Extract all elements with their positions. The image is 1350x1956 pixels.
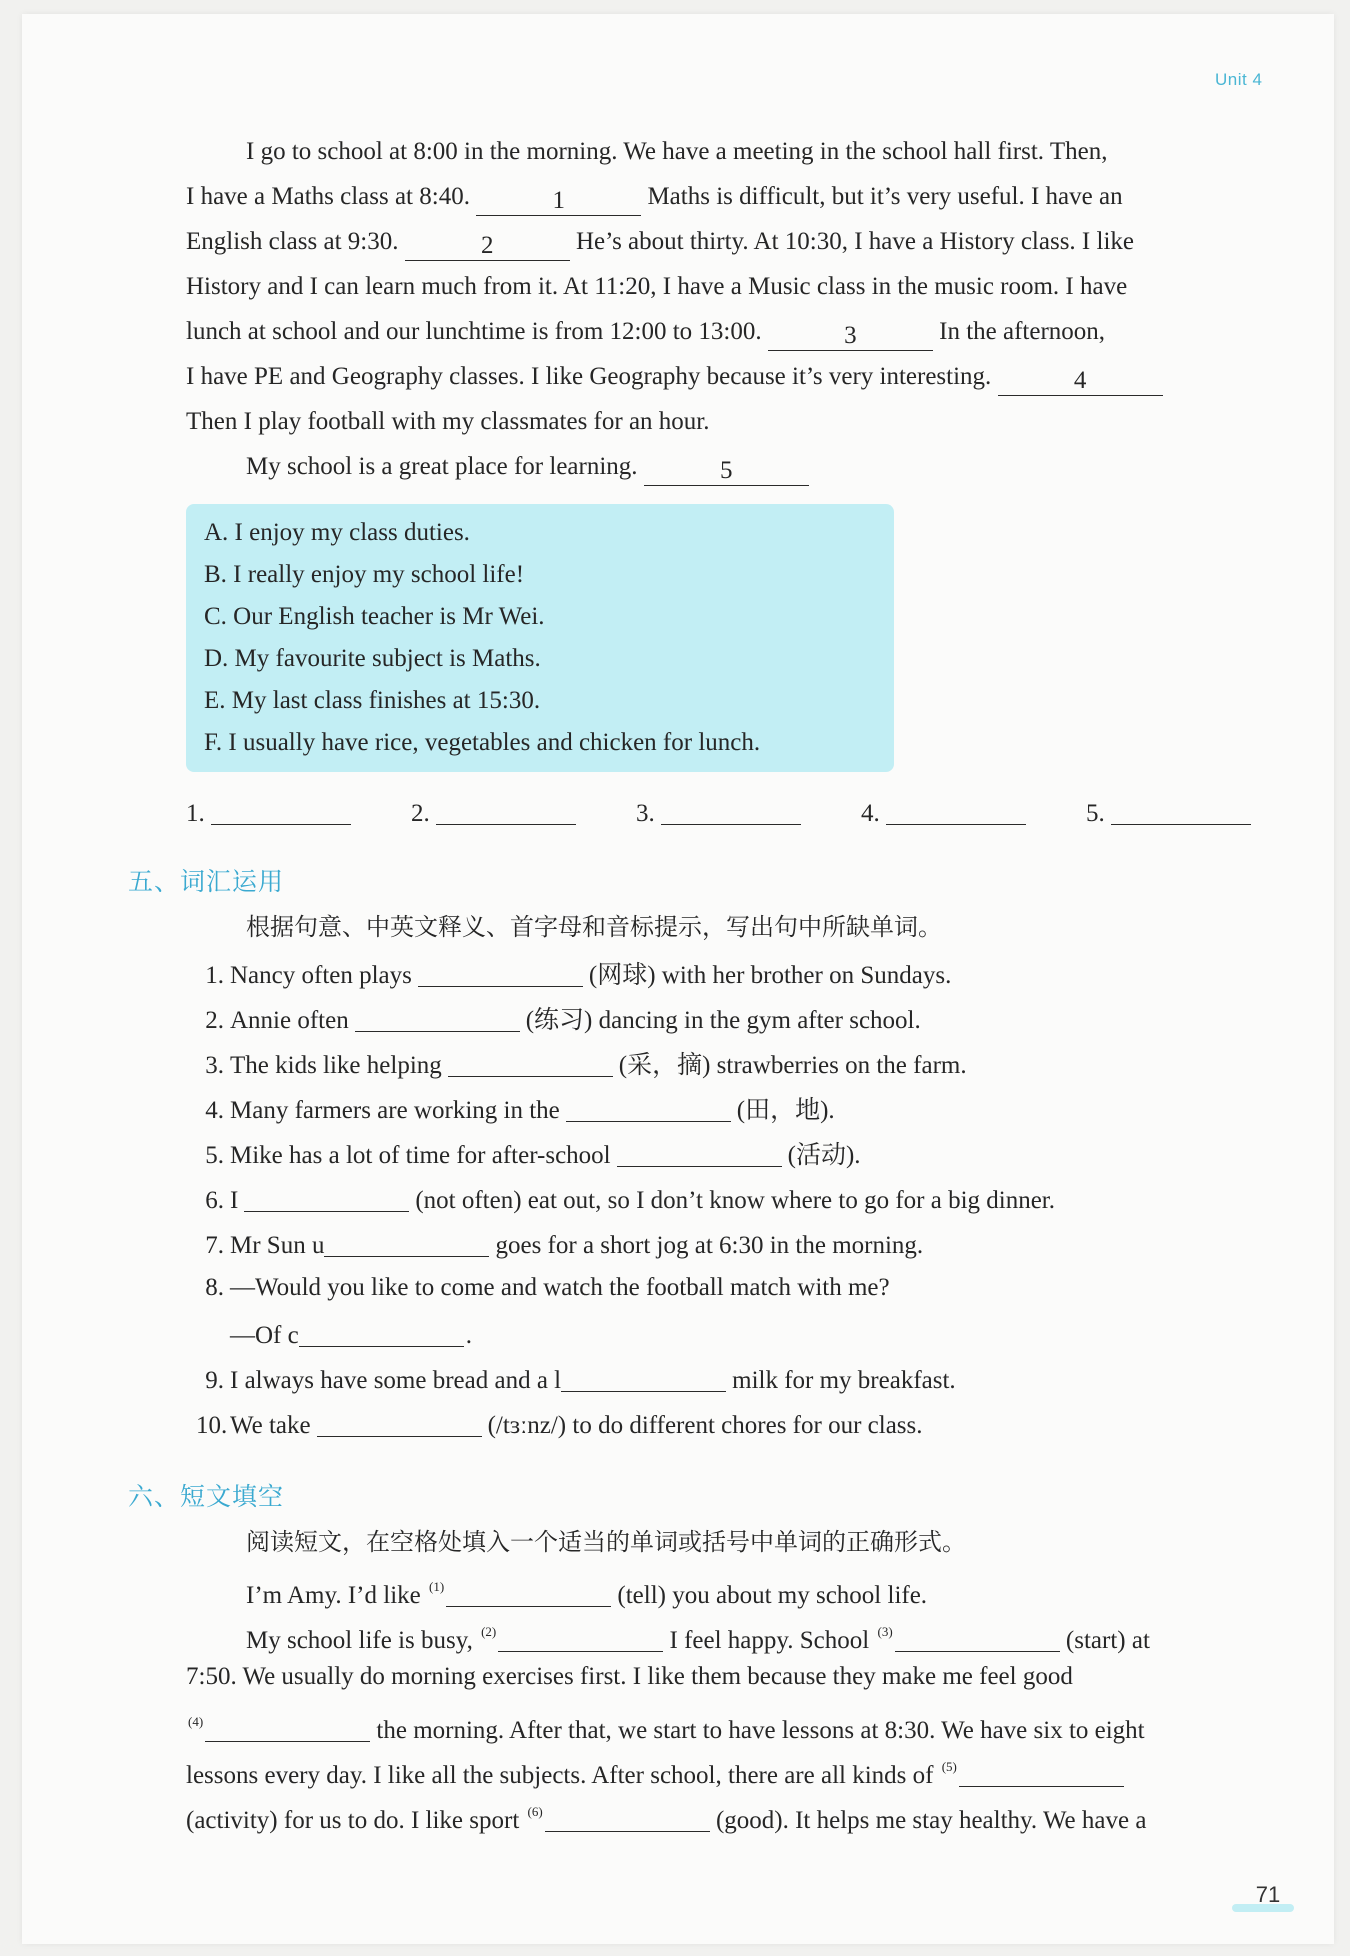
answer-blank[interactable]: [886, 796, 1026, 825]
answer-number: 5.: [1086, 800, 1105, 827]
cloze-blank-2[interactable]: [498, 1623, 663, 1652]
section-5-title: 五、词汇运用: [128, 867, 285, 896]
blank-2[interactable]: 2: [405, 232, 570, 261]
item-hint: (练习) dancing in the gym after school.: [525, 1007, 921, 1034]
item-hint: (田，地).: [736, 1097, 835, 1124]
item-number: 1.: [205, 962, 224, 989]
cloze-line-4: [186, 1707, 1145, 1746]
vocab-item: [196, 1093, 835, 1126]
answer-item: [1086, 796, 1251, 829]
blank-number: (5): [941, 1759, 957, 1774]
cloze-line-2: [246, 1617, 1150, 1656]
vocab-item: [230, 1318, 472, 1351]
blank-3[interactable]: 3: [768, 322, 933, 351]
unit-label: Unit 4: [1215, 70, 1263, 89]
item-text: Many farmers are working in the: [230, 1097, 560, 1124]
vocab-blank[interactable]: [355, 1003, 520, 1032]
vocab-blank[interactable]: [418, 958, 583, 987]
item-hint: (/tɜːnz/) to do different chores for our class.: [487, 1412, 923, 1439]
blank-number: (3): [877, 1624, 893, 1639]
answer-number: 2.: [411, 800, 430, 827]
passage-line-6: [186, 362, 1163, 396]
item-number: 3.: [205, 1052, 224, 1079]
vocab-item: [196, 1003, 921, 1036]
answer-number: 3.: [636, 800, 655, 827]
section-5-instruction: 根据句意、中英文释义、首字母和音标提示，写出句中所缺单词。: [246, 913, 942, 941]
item-text: The kids like helping: [230, 1052, 442, 1079]
blank-number: (1): [428, 1579, 445, 1594]
passage-text: He’s about thirty. At 10:30, I have a History class. I like: [575, 228, 1134, 255]
item-text: Mr Sun u: [230, 1232, 325, 1259]
vocab-blank[interactable]: [566, 1093, 731, 1122]
cloze-text: (activity) for us to do. I like sport: [186, 1807, 520, 1834]
cloze-line-3: 7:50. We usually do morning exercises first. I like them because they make me feel good: [186, 1663, 1073, 1690]
passage-text: Maths is difficult, but it’s very useful. I have an: [647, 183, 1123, 210]
item-number: 4.: [205, 1097, 224, 1124]
cloze-line-1: [246, 1572, 927, 1611]
item-text: I always have some bread and a l: [230, 1367, 562, 1394]
cloze-text: I’m Amy. I’d like: [246, 1582, 421, 1609]
blank-4[interactable]: 4: [998, 367, 1163, 396]
option-a: A. I enjoy my class duties.: [204, 519, 470, 546]
vocab-blank[interactable]: [561, 1363, 726, 1392]
option-c: C. Our English teacher is Mr Wei.: [204, 603, 545, 630]
vocab-blank[interactable]: [317, 1408, 482, 1437]
vocab-item: [196, 1363, 956, 1396]
cloze-blank-4[interactable]: [205, 1713, 370, 1742]
answer-number: 4.: [861, 800, 880, 827]
cloze-text: lessons every day. I like all the subjects. After school, there are all kinds of: [186, 1762, 934, 1789]
blank-5[interactable]: 5: [644, 457, 809, 486]
passage-text: My school is a great place for learning.: [246, 453, 638, 480]
answer-blank[interactable]: [436, 796, 576, 825]
item-text: I: [230, 1187, 239, 1214]
section-6-title: 六、短文填空: [128, 1482, 285, 1511]
item-number: 2.: [205, 1007, 224, 1034]
item-hint: .: [465, 1322, 472, 1349]
item-number: 5.: [205, 1142, 224, 1169]
item-hint: (网球) with her brother on Sundays.: [588, 962, 952, 989]
vocab-item: [196, 1408, 923, 1441]
option-d: D. My favourite subject is Maths.: [204, 645, 541, 672]
cloze-blank-3[interactable]: [895, 1623, 1060, 1652]
vocab-item: [196, 1273, 890, 1303]
passage-line-1: I go to school at 8:00 in the morning. We have a meeting in the school hall first. Then,: [246, 138, 1108, 165]
cloze-text: (good). It helps me stay healthy. We have a: [715, 1807, 1147, 1834]
cloze-text: (start) at: [1065, 1627, 1150, 1654]
cloze-line-5: [186, 1752, 1124, 1791]
vocab-item: [196, 1138, 861, 1171]
vocab-item: [196, 1048, 967, 1081]
answer-item: [186, 796, 351, 829]
option-f: F. I usually have rice, vegetables and chicken for lunch.: [204, 729, 761, 756]
vocab-item: [196, 958, 951, 991]
item-text: Nancy often plays: [230, 962, 412, 989]
vocab-item: [196, 1183, 1055, 1216]
item-hint: milk for my breakfast.: [732, 1367, 956, 1394]
answer-item: [861, 796, 1026, 829]
item-number: 7.: [205, 1232, 224, 1259]
passage-line-8: [246, 452, 809, 486]
item-hint: (采，摘) strawberries on the farm.: [618, 1052, 967, 1079]
passage-text: English class at 9:30.: [186, 228, 399, 255]
vocab-blank[interactable]: [448, 1048, 613, 1077]
answer-blank[interactable]: [211, 796, 351, 825]
cloze-blank-6[interactable]: [545, 1803, 710, 1832]
passage-line-3: [186, 227, 1134, 261]
vocab-item: [196, 1228, 923, 1261]
passage-line-7: Then I play football with my classmates for an hour.: [186, 408, 710, 435]
vocab-blank[interactable]: [617, 1138, 782, 1167]
answer-item: [636, 796, 801, 829]
passage-text: In the afternoon,: [939, 318, 1106, 345]
section-6-instruction: 阅读短文，在空格处填入一个适当的单词或括号中单词的正确形式。: [246, 1528, 966, 1556]
cloze-text: My school life is busy,: [246, 1627, 473, 1654]
passage-text: I have a Maths class at 8:40.: [186, 183, 470, 210]
page-number: 71: [1255, 1882, 1281, 1907]
option-e: E. My last class finishes at 15:30.: [204, 687, 541, 714]
item-text: Mike has a lot of time for after-school: [230, 1142, 611, 1169]
passage-text: I have PE and Geography classes. I like Geography because it’s very interesting.: [186, 363, 992, 390]
cloze-text: the morning. After that, we start to have lessons at 8:30. We have six to eight: [376, 1717, 1145, 1744]
option-b: B. I really enjoy my school life!: [204, 561, 525, 588]
answer-number: 1.: [186, 800, 205, 827]
item-hint: goes for a short jog at 6:30 in the morning.: [495, 1232, 924, 1259]
item-text: —Of c: [230, 1322, 299, 1349]
item-number: 10.: [196, 1412, 228, 1439]
cloze-line-6: [186, 1797, 1146, 1836]
blank-1[interactable]: 1: [476, 187, 641, 216]
item-hint: (活动).: [787, 1142, 861, 1169]
item-text: Annie often: [230, 1007, 349, 1034]
blank-number: (4): [188, 1714, 204, 1729]
blank-number: (6): [527, 1804, 543, 1819]
passage-line-2: [186, 182, 1123, 216]
item-hint: (not often) eat out, so I don’t know where to go for a big dinner.: [415, 1187, 1056, 1214]
item-number: 8.: [205, 1274, 224, 1301]
passage-text: lunch at school and our lunchtime is from 12:00 to 13:00.: [186, 318, 762, 345]
vocab-blank[interactable]: [244, 1183, 409, 1212]
cloze-text: (tell) you about my school life.: [617, 1582, 928, 1609]
blank-number: (2): [481, 1624, 497, 1639]
vocab-blank[interactable]: [299, 1318, 464, 1347]
item-text: We take: [230, 1412, 311, 1439]
answer-blank[interactable]: [1111, 796, 1251, 825]
item-number: 9.: [205, 1367, 224, 1394]
passage-line-4: History and I can learn much from it. At 11:20, I have a Music class in the music room. I have: [186, 273, 1128, 300]
answer-blank[interactable]: [661, 796, 801, 825]
cloze-blank-5[interactable]: [959, 1758, 1124, 1787]
answer-item: [411, 796, 576, 829]
vocab-blank[interactable]: [324, 1228, 489, 1257]
item-number: 6.: [205, 1187, 224, 1214]
cloze-text: I feel happy. School: [669, 1627, 870, 1654]
item-text: —Would you like to come and watch the football match with me?: [230, 1274, 890, 1301]
cloze-blank-1[interactable]: [446, 1578, 611, 1607]
passage-line-5: [186, 317, 1105, 351]
